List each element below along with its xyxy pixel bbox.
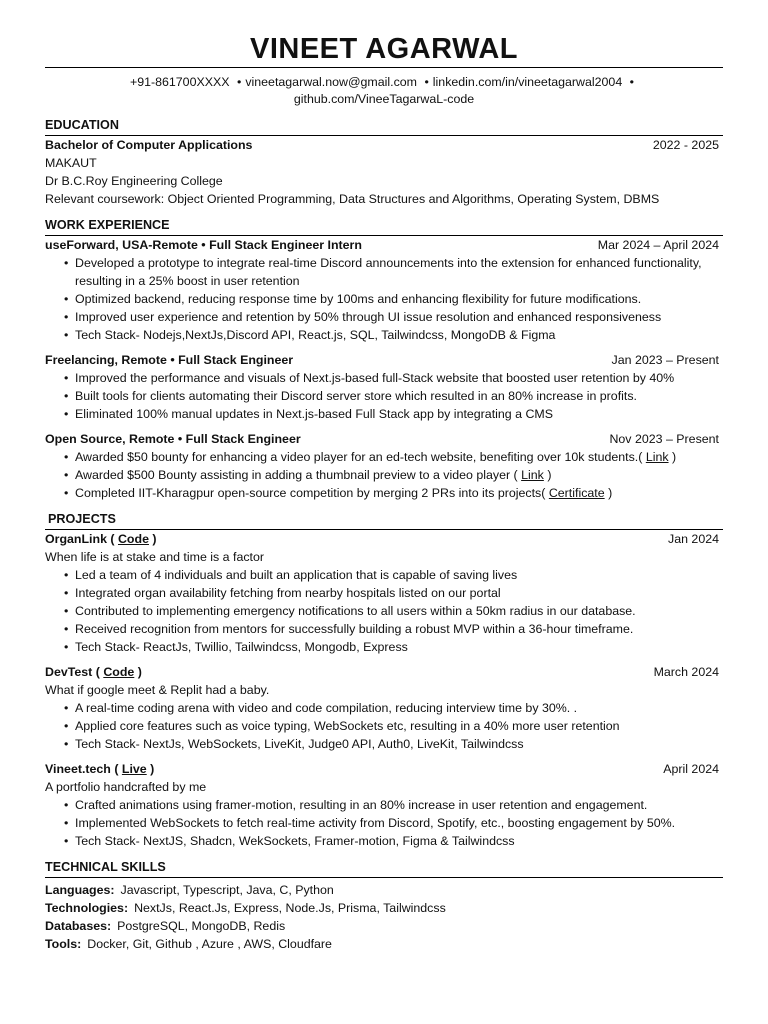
bullet-item: • Tech Stack- NextJs, WebSockets, LiveKit, Judge0 API, Auth0, LiveKit, Tailwindcss xyxy=(75,735,723,753)
separator: • xyxy=(236,75,242,89)
job-row xyxy=(45,236,723,254)
job-heading: Open Source, Remote • Full Stack Engineer xyxy=(45,432,301,446)
project-name: Vineet.tech ( Live ) xyxy=(45,762,155,776)
project-name: OrganLink ( Code ) xyxy=(45,532,157,546)
education-dates: 2022 - 2025 xyxy=(652,138,719,152)
job-row xyxy=(45,351,723,369)
resume-page xyxy=(45,0,723,953)
project-dates: Jan 2024 xyxy=(668,532,719,546)
skill-row-technologies: Technologies: NextJs, React.Js, Express, Node.Js, Prisma, Tailwindcss xyxy=(45,901,446,915)
university: MAKAUT xyxy=(45,156,97,170)
bullet-item: • A real-time coding arena with video and code compilation, reducing interview time by 30%. . xyxy=(75,699,723,717)
code-link[interactable]: Code xyxy=(117,532,149,546)
project-bullets xyxy=(45,566,723,656)
project-bullets xyxy=(45,796,723,850)
bullet-item: • Eliminated 100% manual updates in Next.js-based Full Stack app by integrating a CMS xyxy=(75,405,723,423)
project-tagline: A portfolio handcrafted by me xyxy=(45,780,207,794)
bullet-item: • Led a team of 4 individuals and built an application that is capable of saving lives xyxy=(75,566,723,584)
separator: • xyxy=(629,75,635,89)
bullet-item: • Optimized backend, reducing response time by 100ms and enhancing flexibility for future modifications. xyxy=(75,290,723,308)
degree: Bachelor of Computer Applications xyxy=(45,138,253,152)
bullet-item: • Improved user experience and retention by 50% through UI issue resolution and enhanced responsiveness xyxy=(75,308,723,326)
linkedin-link[interactable]: linkedin.com/in/vineetagarwal2004 xyxy=(432,75,623,89)
project-row xyxy=(45,663,723,681)
live-link[interactable]: Live xyxy=(121,762,147,776)
job-bullets xyxy=(45,369,723,423)
code-link[interactable]: Code xyxy=(103,665,135,679)
certificate-link[interactable]: Certificate xyxy=(548,486,605,500)
candidate-name: VINEET AGARWAL xyxy=(249,33,518,65)
job-dates: Nov 2023 – Present xyxy=(609,432,719,446)
bullet-item: • Integrated organ availability fetching from nearby hospitals listed on our portal xyxy=(75,584,723,602)
job-heading: Freelancing, Remote • Full Stack Engineer xyxy=(45,353,294,367)
section-title-education: EDUCATION xyxy=(45,118,119,132)
project-bullets xyxy=(45,699,723,753)
github-link[interactable]: github.com/VineeTagarwaL-code xyxy=(293,92,475,106)
bullet-item: • Improved the performance and visuals of Next.js-based full-Stack website that boosted user retention by 40% xyxy=(75,369,723,387)
bullet-item: • Contributed to implementing emergency notifications to all users within a 50km radius in our database. xyxy=(75,602,723,620)
job-dates: Mar 2024 – April 2024 xyxy=(597,238,719,252)
coursework: Relevant coursework: Object Oriented Programming, Data Structures and Algorithms, Operating System, DBMS xyxy=(45,192,660,206)
skill-row-tools: Tools: Docker, Git, Github , Azure , AWS, Cloudfare xyxy=(45,937,332,951)
email-link[interactable]: vineetagarwal.now@gmail.com xyxy=(245,75,417,89)
bullet-item: • Built tools for clients automating their Discord server store which resulted in an 80% increase in profits. xyxy=(75,387,723,405)
bullet-item: • Implemented WebSockets to fetch real-time activity from Discord, Spotify, etc., boosting engagement by 50%. xyxy=(75,814,723,832)
project-tagline: What if google meet & Replit had a baby. xyxy=(45,683,270,697)
project-tagline: When life is at stake and time is a factor xyxy=(45,550,264,564)
section-title-projects: PROJECTS xyxy=(48,512,116,526)
bullet-item: • Tech Stack- NextJS, Shadcn, WekSockets, Framer-motion, Figma & Tailwindcss xyxy=(75,832,723,850)
job-heading: useForward, USA-Remote • Full Stack Engineer Intern xyxy=(45,238,362,252)
project-name: DevTest ( Code ) xyxy=(45,665,142,679)
bullet-item: • Completed IIT-Kharagpur open-source competition by merging 2 PRs into its projects( Certificate ) xyxy=(75,484,723,502)
bullet-item: • Tech Stack- ReactJs, Twillio, Tailwindcss, Mongodb, Express xyxy=(75,638,723,656)
bullet-item: • Awarded $500 Bounty assisting in adding a thumbnail preview to a video player ( Link ) xyxy=(75,466,723,484)
phone-number: +91-861700XXXX xyxy=(129,75,230,89)
bullet-item: • Applied core features such as voice typing, WebSockets etc, resulting in a 40% more user retention xyxy=(75,717,723,735)
bullet-item: • Awarded $50 bounty for enhancing a video player for an ed-tech website, benefiting over 10k students.( Link ) xyxy=(75,448,723,466)
job-row xyxy=(45,430,723,448)
job-dates: Jan 2023 – Present xyxy=(611,353,719,367)
header-rule xyxy=(45,67,723,68)
project-row xyxy=(45,530,723,548)
project-row xyxy=(45,760,723,778)
section-title-work: WORK EXPERIENCE xyxy=(45,218,170,232)
bullet-item: • Received recognition from mentors for successfully building a robust MVP within a 36-hour timeframe. xyxy=(75,620,723,638)
job-bullets xyxy=(45,254,723,344)
bounty-link[interactable]: Link xyxy=(645,450,669,464)
section-title-skills: TECHNICAL SKILLS xyxy=(45,860,166,874)
job-bullets xyxy=(45,448,723,502)
bullet-item: • Crafted animations using framer-motion, resulting in an 80% increase in user retention and engagement. xyxy=(75,796,723,814)
bounty-link[interactable]: Link xyxy=(521,468,544,482)
skill-row-languages: Languages: Javascript, Typescript, Java, C, Python xyxy=(45,883,334,897)
project-dates: April 2024 xyxy=(663,762,719,776)
bullet-item: • Developed a prototype to integrate real-time Discord announcements into the extension for enhanced functionality, resulting in a 25% boost in user retention xyxy=(75,254,723,290)
separator: • xyxy=(424,75,429,89)
bullet-item: • Tech Stack- Nodejs,NextJs,Discord API, React.js, SQL, Tailwindcss, MongoDB & Figma xyxy=(75,326,723,344)
skill-row-databases: Databases: PostgreSQL, MongoDB, Redis xyxy=(45,919,286,933)
contact-info xyxy=(45,74,723,108)
college: Dr B.C.Roy Engineering College xyxy=(45,174,223,188)
education-row xyxy=(45,136,723,154)
project-dates: March 2024 xyxy=(653,665,719,679)
